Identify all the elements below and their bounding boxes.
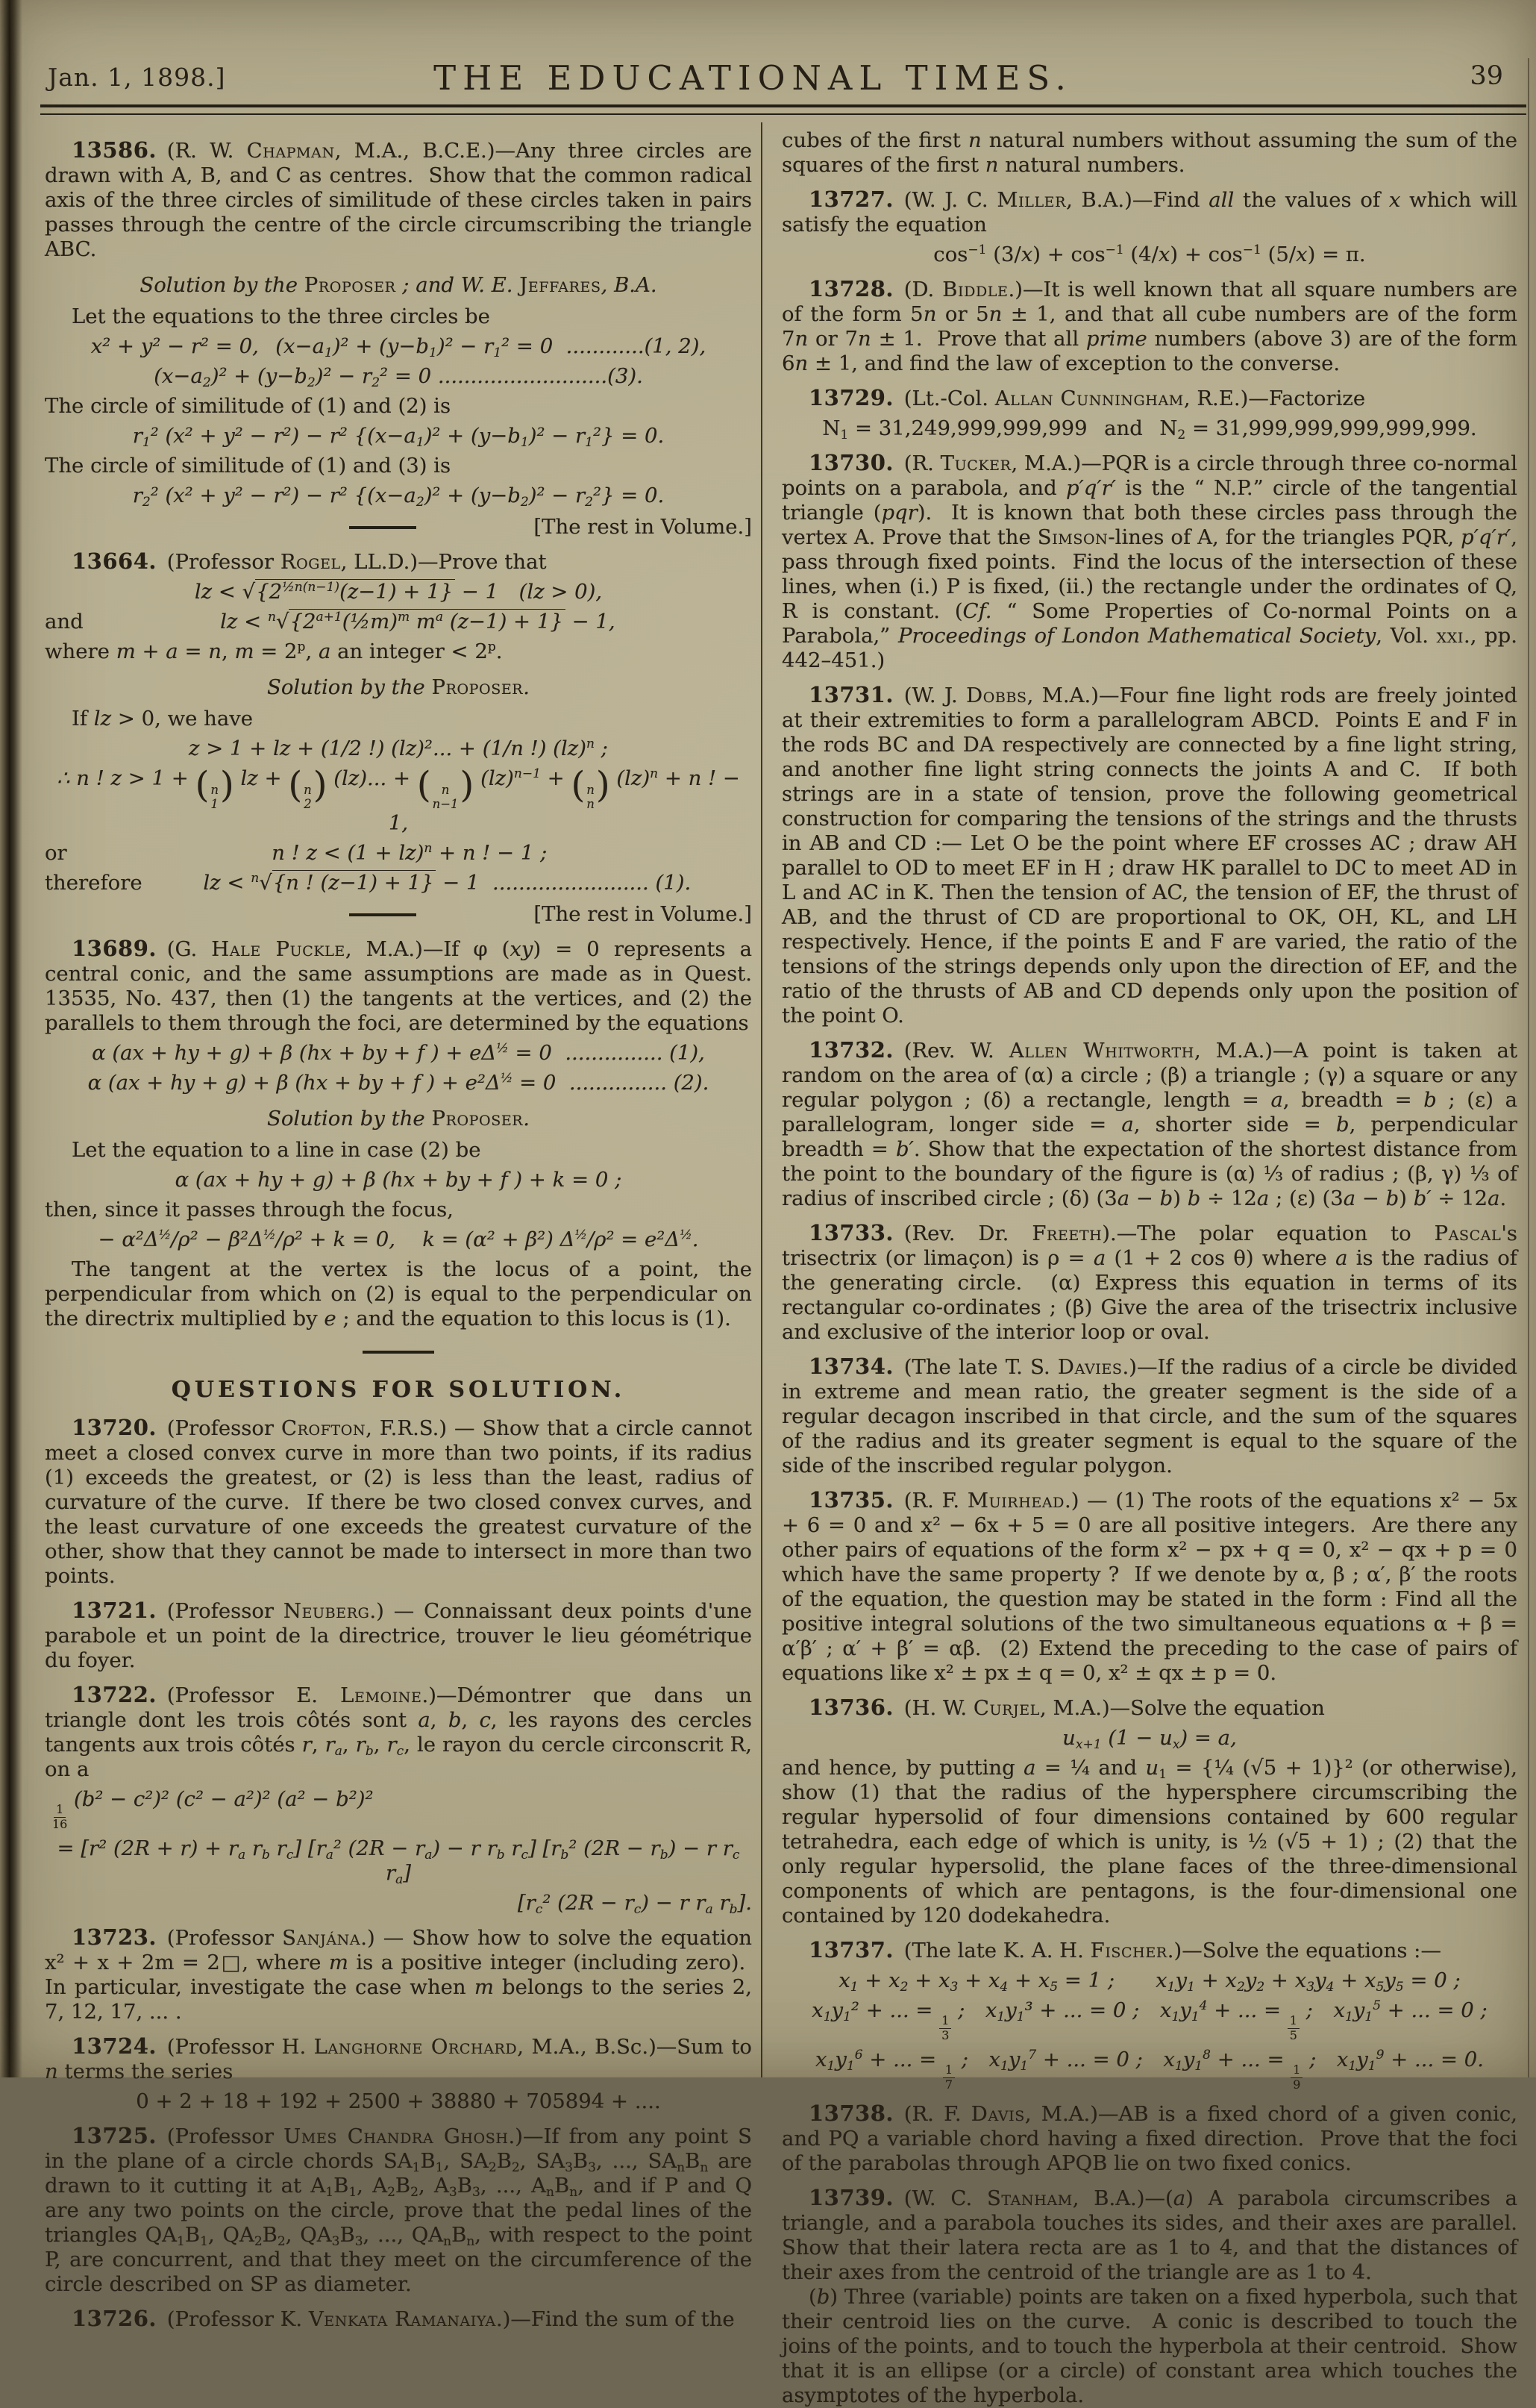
question-number: 13732. (809, 1037, 894, 1063)
question-number: 13724. (72, 2033, 157, 2059)
question-number: 13730. (809, 450, 894, 475)
question-number: 13727. (809, 187, 894, 212)
display-formula (45, 424, 752, 448)
display-formula (45, 610, 752, 634)
formula-content: $r_1^2$ (x² + y² − r²) − r² $\{(x-a_1)^2 + (y-b_1)^2 - r_1^2\} = 0$. (132, 424, 665, 450)
question-number: 13664. (72, 548, 157, 574)
display-formula (45, 1891, 752, 1916)
formula-content: $N_1 = 31,249,999,999,999$ and $N_2 = 31,999,999,999,999,999$. (822, 416, 1477, 442)
display-formula (782, 1726, 1517, 1751)
solution-heading: Solution by the Proposer ; and W. E. Jeffares, B.A. (140, 273, 657, 297)
formula-content: − $\alpha^2\Delta^{\frac{1}{2}}/\rho^2 - \beta^2\Delta^{\frac{1}{2}}/\rho^2 + k = 0$, k = (α² + β²) $\Delta^{\frac{1}{2}}/\rho^2 = e^2\Delta^{\frac{1}{2}}$. (98, 1228, 699, 1252)
display-formula (45, 334, 752, 359)
question-13720: 13720. (Professor Crofton, F.R.S.) — Show that a circle cannot meet a closed convex curve in more than two points, if its radius (1) exceeds the greatest, or (2) is less than the least, radius of curvature of the curve. If there be two closed convex curves, and the least curvature of one exceeds the greatest curvature of the other, show that they cannot be made to intersect in more than two points. (45, 1414, 752, 1588)
formula-content: lz < $^n√\{2^{a+1}(\frac{1}{2}m)^m$ $m^a$ (z−1) + 1} − 1, (220, 609, 615, 634)
formula-content: x² + y² − r² = 0, $(x-a_1)^2 + (y-b_1)^2 - r_1^2 = 0$ ............(1, 2), (90, 334, 706, 360)
solution-heading: Solution by the Proposer. (267, 1107, 530, 1131)
issue-date: Jan. 1, 1898.] (48, 63, 226, 92)
formula-content: $x_1y_1^6$ + ... = $\frac{1}{7}$ ; $x_1y_1^7$ + ... = 0 ; $x_1y_1^8$ + ... = $\frac{1}{9}$ ; $x_1y_1^9$ + ... = 0. (815, 2047, 1484, 2092)
question-number: 13736. (809, 1695, 894, 1720)
paragraph: Let the equation to a line in case (2) be (72, 1138, 481, 1163)
question-13730: 13730. (R. Tucker, M.A.)—PQR is a circle through three co-normal points on a parabola, and p′q′r′ is the “ N.P.” circle of the tangential triangle (pqr). It is known that both these circles pass through the vertex A. Prove that the Simson-lines of A, for the triangles PQR, p′q′r′, pass through fixed points. Find the locus of the intersection of these lines, when (i.) P is fixed, (ii.) the rectangle under the ordinates of Q, R is constant. (Cf. “ Some Properties of Co-normal Points on a Parabola,” Proceedings of London Mathematical Society, Vol. xxi., pp. 442–451.) (782, 450, 1517, 672)
paragraph: cubes of the first n natural numbers without assuming the sum of the squares of the first n natural numbers. (782, 128, 1517, 177)
question-number: 13729. (809, 385, 894, 410)
question-13736: 13736. (H. W. Curjel, M.A.)—Solve the equation (809, 1695, 1325, 1720)
formula-content: z > 1 + lz + (1/2 !) (lz)²... + (1/n !) (lz)$^n$ ; (189, 736, 608, 760)
question-number: 13737. (809, 1937, 894, 1963)
question-number: 13723. (72, 1924, 157, 1950)
question-number: 13722. (72, 1681, 157, 1707)
page-right-edge-line (1528, 58, 1529, 2077)
formula-content: lz < $^n$√{n ! (z−1) + 1} − 1 ........................ (1). (203, 871, 692, 895)
formula-lead-word: therefore (45, 871, 142, 895)
question-number: 13735. (809, 1487, 894, 1513)
question-13728: 13728. (D. Biddle.)—It is well known that all square numbers are of the form 5n or 5n ± 1, and that all cube numbers are of the form 7n or 7n ± 1. Prove that all prime numbers (above 3) are of the form 6n ± 1, and find the law of exception to the converse. (782, 276, 1518, 375)
question-13734: 13734. (The late T. S. Davies.)—If the radius of a circle be divided in extreme and mean ratio, the greater segment is the side of a regular decagon inscribed in that circle, and the sum of the squares of the radius and its greater segment is equal to the square of the side of the inscribed regular polygon. (782, 1354, 1517, 1477)
question-number: 13728. (809, 276, 894, 301)
end-dash (349, 913, 416, 916)
question-13724: 13724. (Professor H. Langhorne Orchard, M.A., B.Sc.)—Sum to n terms the series (45, 2033, 752, 2083)
question-number: 13721. (72, 1597, 157, 1623)
question-13664: 13664. (Professor Rogel, LL.D.)—Prove that (72, 548, 547, 574)
display-formula (782, 2048, 1517, 2092)
question-13731: 13731. (W. J. Dobbs, M.A.)—Four fine light rods are freely jointed at their extremities to form a parallelogram ABCD. Points E and F in the rods BC and DA respectively are connected by a fine light string, and another fine light string connects the joints A and C. If both strings are in a state of tension, prove the following geometrical construction for comparing the tensions of the strings and the thrusts in AB and CD :— Let O be the point where EF crosses AC ; draw AH parallel to OD to meet EF in H ; draw HK parallel to DC to meet AD in L and AC in K. Then the tension of AC, the tension of EF, the thrust of AB, and the thrust of CD are proportional to OK, OH, KL, and LH respectively. Hence, if the points E and F are varied, the ratio of the tensions of the strings depends only upon the direction of EF, and the ratio of the thrusts of AB and CD depends only upon the position of the point O. (782, 682, 1517, 1028)
question-13733: 13733. (Rev. Dr. Freeth).—The polar equation to Pascal's trisectrix (or limaçon) is ρ = a (1 + 2 cos θ) where a is the radius of the generating circle. (α) Express this equation in terms of its rectangular co-ordinates ; (β) Give the area of the trisectrix inclusive and exclusive of the interior loop or oval. (782, 1220, 1518, 1344)
question-13729: 13729. (Lt.-Col. Allan Cunningham, R.E.)—Factorize (809, 385, 1366, 410)
formula-content: $x_1 + x_2 + x_3 + x_4 + x_5 = 1$ ; $x_1y_1 + x_2y_2 + x_3y_4 + x_5y_5 = 0$ ; (838, 1968, 1461, 1995)
question-13721: 13721. (Professor Neuberg.) — Connaissant deux points d'une parabole et un point de la directrice, trouver le lieu géométrique du foyer. (45, 1597, 752, 1672)
question-number: 13689. (72, 936, 157, 962)
formula-content: [$r_c^2$ $(2R - r_c) - r$ $r_a$ $r_b$]. (517, 1890, 752, 1917)
display-formula (45, 580, 752, 604)
display-formula (45, 1836, 752, 1886)
display-formula (45, 2089, 752, 2114)
left-column (45, 128, 752, 2332)
question-number: 13739. (809, 2185, 894, 2211)
display-formula (45, 763, 752, 836)
question-number: 13731. (809, 682, 894, 707)
formula-content: $x_1y_1^2$ + ... = $\frac{1}{3}$ ; $x_1y_1^3$ + ... = 0 ; $x_1y_1^4$ + ... = $\frac{1}{5}$ ; $x_1y_1^5$ + ... = 0 ; (812, 1998, 1488, 2042)
formula-content: 0 + 2 + 18 + 192 + 2500 + 38880 + 705894 + .... (136, 2089, 661, 2113)
formula-content: ∴ n ! z > 1 + ( n 1 ) lz + ( n 2 ) (lz)... + ( n n−1 ) (lz)$^{n-1}$ + ( n n ) (lz)$^n$ + n ! − 1, (57, 763, 740, 836)
question-13735: 13735. (R. F. Muirhead.) — (1) The roots of the equations x² − 5x + 6 = 0 and x² − 6x + 5 = 0 are all positive integers. Are there any other pairs of equations of the form x² − px + q = 0, x² − qx + p = 0 which have the same property ? If we denote by α, β ; α′, β′ the roots of the equation, the question may be stated in the form : Find all the positive integral solutions of the two simultaneous equations α + β = α′β′ ; α′ + β′ = αβ. (2) Extend the preceding to the case of pairs of equations like x² ± px ± q = 0, x² ± qx ± p = 0. (782, 1487, 1518, 1685)
display-formula (45, 1228, 752, 1252)
paragraph: and hence, by putting a = ¼ and $u_1$ = {¼ (√5 + 1)}² (or otherwise), show (1) that the radius of the hypersphere circumscribing the regular hypersolid of four dimensions contained by 600 regular tetrahedra, each edge of which is unity, is ½ (√5 + 1) ; (2) that the only regular hypersolid, the plane faces of the three-dimensional components of which are pentagons, is the four-dimensional one contained by 120 dodekahedra. (782, 1756, 1517, 1927)
formula-content: $u_{x+1}$ $(1 - u_x) = a$, (1062, 1726, 1237, 1752)
formula-content: α (ax + hy + g) + β (hx + by + f ) + k = 0 ; (175, 1168, 622, 1192)
question-13726: 13726. (Professor K. Venkata Ramanaiya.)—Find the sum of the (72, 2305, 735, 2331)
solution-heading: Solution by the Proposer. (267, 675, 530, 699)
end-dash (349, 526, 416, 529)
question-13689: 13689. (G. Hale Puckle, M.A.)—If φ (xy) = 0 represents a central conic, and the same assumptions are made as in Quest. 13535, No. 437, then (1) the tangents at the vertices, and (2) the parallels to them through the foci, are determined by the equations (45, 936, 752, 1036)
display-formula (782, 243, 1517, 267)
formula-content: $r_2^2$ (x² + y² − r²) − r² $\{(x-a_2)^2 + (y-b_2)^2 - r_2^2\} = 0$. (132, 484, 665, 510)
question-13738: 13738. (R. F. Davis, M.A.)—AB is a fixed chord of a given conic, and PQ a variable chord having a fixed direction. Prove that the foci of the parabolas through APQB lie on two fixed conics. (782, 2101, 1517, 2176)
display-formula (782, 1998, 1517, 2042)
display-formula (45, 364, 752, 389)
question-number: 13733. (809, 1220, 894, 1245)
book-gutter-shadow (0, 0, 22, 2077)
question-number: 13738. (809, 2101, 894, 2127)
display-formula (782, 1968, 1517, 1993)
rest-note-row (45, 515, 752, 540)
display-formula (782, 416, 1517, 441)
formula-content: α (ax + hy + g) + β (hx + by + f ) + $e^2\Delta^{\frac{1}{2}} = 0$ ............... (2). (87, 1071, 709, 1095)
display-formula (45, 841, 752, 866)
masthead-title: THE EDUCATIONAL TIMES. (433, 58, 1073, 98)
column-divider-rule (761, 122, 762, 2077)
formula-lead-word: and (45, 610, 84, 634)
paragraph: If lz > 0, we have (72, 707, 254, 731)
question-13727: 13727. (W. J. C. Miller, B.A.)—Find all the values of x which will satisfy the equation (782, 187, 1517, 237)
question-13723: 13723. (Professor Sanjána.) — Show how to solve the equation x² + x + 2m = 2□, where m is a positive integer (including zero). In particular, investigate the case when m belongs to the series 2, 7, 12, 17, ... . (45, 1924, 752, 2024)
question-13722: 13722. (Professor E. Lemoine.)—Démontrer que dans un triangle dont les trois côtés sont a, b, c, les rayons des cercles tangents aux trois côtés r, $r_a$, $r_b$, $r_c$, le rayon du cercle circonscrit R, on a (45, 1681, 753, 1781)
formula-content: $\frac{1}{16}$ (b² − c²)² (c² − a²)² (a² − b²)² (52, 1786, 374, 1831)
paragraph: (b) Three (variable) points are taken on a fixed hyperbola, such that their centroid lies on the curve. A conic is described to touch the joins of the points, and to touch the hyperbola at their centroid. Show that it is an ellipse (or a circle) of constant area which touches the asymptotes of the hyperbola. (782, 2285, 1517, 2408)
right-column (782, 128, 1517, 2408)
rest-in-volume-note: [The rest in Volume.] (533, 515, 752, 539)
paragraph: Let the equations to the three circles be (72, 304, 490, 328)
question-13732: 13732. (Rev. W. Allen Whitworth, M.A.)—A point is taken at random on the area of (α) a circle ; (β) a triangle ; (γ) a square or any regular polygon ; (δ) a rectangle, length = a, breadth = b ; (ε) a parallelogram, longer side = a, shorter side = b, perpendicular breadth = b′. Show that the expectation of the shortest distance from the point to the boundary of the figure is (α) ⅓ of radius ; (β, γ) ⅓ of radius of inscribed circle ; (δ) (3a − b) b ÷ 12a ; (ε) (3a − b) b′ ÷ 12a. (782, 1037, 1518, 1210)
question-13737: 13737. (The late K. A. H. Fischer.)—Solve the equations :— (809, 1937, 1441, 1963)
paragraph: then, since it passes through the focus, (45, 1198, 454, 1222)
question-number: 13720. (72, 1414, 157, 1440)
paragraph: where m + a = n, $m = 2^p$, a an integer < $2^p$. (45, 639, 503, 663)
question-13725: 13725. (Professor Umes Chandra Ghosh.)—If from any point S in the plane of a circle chords $SA_1B_1$, $SA_2B_2$, $SA_3B_3$, ..., $SA_nB_n$ are drawn to it cutting it at $A_1B_1$, $A_2B_2$, $A_3B_3$, ..., $A_nB_n$, and if P and Q are any two points on the circle, prove that the pedal lines of the triangles $QA_1B_1$, $QA_2B_2$, $QA_3B_3$, ..., $QA_nB_n$, with respect to the point P, are concurrent, and that they meet on the circumference of the circle described on SP as diameter. (45, 2122, 753, 2296)
paragraph: The tangent at the vertex is the locus of a point, the perpendicular from which on (2) is equal to the perpendicular on the directrix multiplied by e ; and the equation to this locus is (1). (45, 1257, 752, 1331)
separator-rule (363, 1351, 434, 1354)
question-number: 13734. (809, 1354, 894, 1379)
display-formula (45, 1168, 752, 1192)
paragraph: The circle of similitude of (1) and (3) is (45, 454, 451, 478)
formula-content: α (ax + hy + g) + β (hx + by + f ) + $e\Delta^{\frac{1}{2}} = 0$ ............... (1), (92, 1041, 705, 1066)
formula-content: = [r² $(2R + r) + r_a$ $r_b$ $r_c$] [$r_a^2$ $(2R - r_a) - r$ $r_b$ $r_c$] [$r_b^2$ $(2R - r_b) - r$ $r_c$ $r_a$] (57, 1836, 740, 1887)
page-number: 39 (1470, 61, 1503, 91)
display-formula (45, 484, 752, 508)
formula-content: $\cos^{-1} (3/x) + \cos^{-1} (4/x) + \cos^{-1} (5/x) = \pi$. (933, 242, 1366, 266)
rest-note-row (45, 902, 752, 927)
formula-content: $(x-a_2)^2 + (y-b_2)^2 - r_2^2 = 0$ ..........................(3). (154, 364, 643, 390)
formula-lead-word: or (45, 841, 67, 866)
question-13586: 13586. (R. W. Chapman, M.A., B.C.E.)—Any three circles are drawn with A, B, and C as centres. Show that the common radical axis of the three circles of similitude of these circles taken in pairs passes through the centre of the circle circumscribing the triangle ABC. (45, 137, 753, 261)
question-number: 13726. (72, 2305, 157, 2331)
display-formula (45, 1041, 752, 1066)
question-number: 13586. (72, 137, 157, 163)
section-heading: QUESTIONS FOR SOLUTION. (171, 1376, 626, 1403)
display-formula (45, 737, 752, 761)
display-formula (45, 1071, 752, 1095)
formula-content: lz < $√\{2^{\frac{1}{2}n(n-1)}(z-1) + 1\} - 1$ (lz > 0), (194, 579, 603, 604)
question-13739: 13739. (W. C. Stanham, B.A.)—(a) A parabola circumscribes a triangle, and a parabola touches its sides, and their axes are parallel. Show that their latera recta are as 1 to 4, and that the distances of their axes from the centroid of the triangle are as 1 to 4. (782, 2185, 1517, 2285)
question-number: 13725. (72, 2122, 157, 2148)
rest-in-volume-note: [The rest in Volume.] (533, 902, 752, 927)
paragraph: The circle of similitude of (1) and (2) is (45, 394, 451, 418)
formula-content: n ! z < (1 + lz)$^n$ + n ! − 1 ; (272, 841, 548, 866)
display-formula (45, 1787, 752, 1831)
display-formula (45, 871, 752, 895)
header-double-rule (40, 104, 1526, 115)
